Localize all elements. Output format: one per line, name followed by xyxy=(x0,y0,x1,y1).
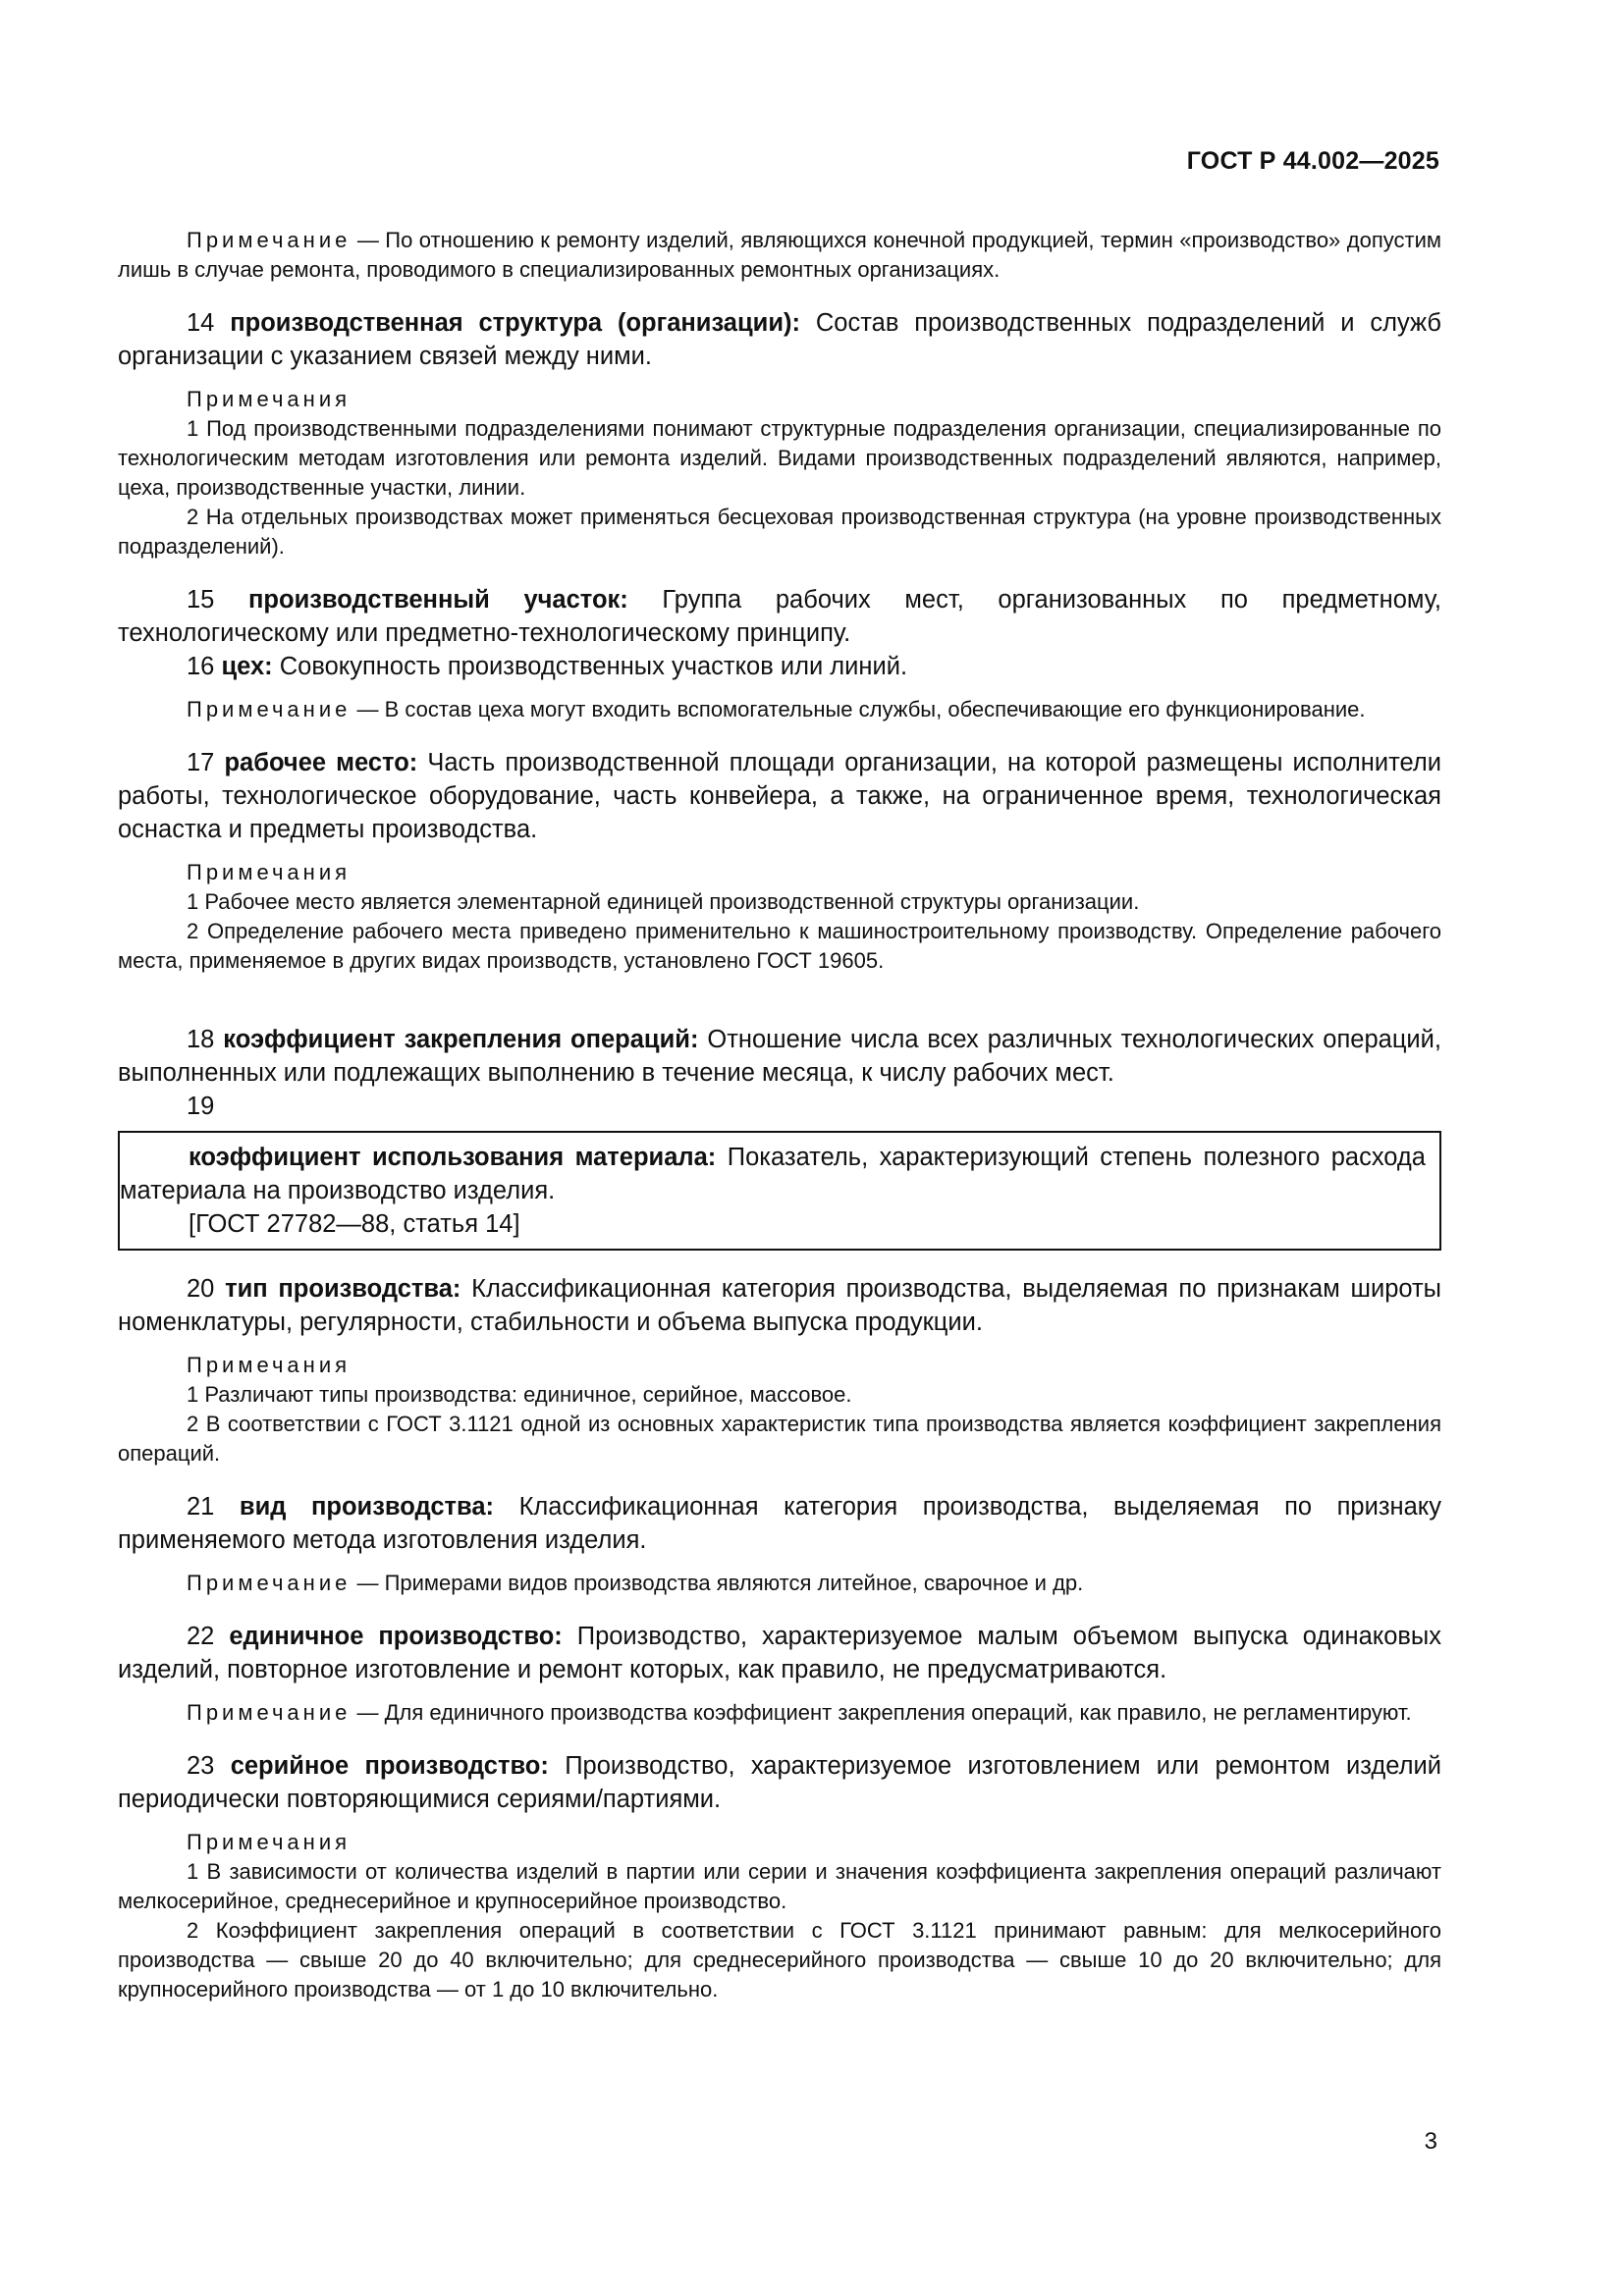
note-item: 1 В зависимости от количества изделий в партии или серии и значения коэффициента закрепления операций различают мелкосерийное, среднесерийное и крупносерийное производство. xyxy=(118,1859,1441,1913)
note-label: Примечание xyxy=(187,1700,352,1725)
term-number: 17 xyxy=(187,749,215,776)
notes-label: Примечания xyxy=(187,860,352,884)
term-definition: Состав производственных подразделений и служб организации с указанием связей между ними. xyxy=(118,309,1442,370)
notes-heading xyxy=(118,1828,1441,1857)
term-name: коэффициент использования материала: xyxy=(189,1144,717,1171)
term-number: 21 xyxy=(187,1493,215,1521)
note-text: — Примерами видов производства являются литейное, сварочное и др. xyxy=(356,1571,1084,1595)
term-15 xyxy=(118,583,1441,650)
note-item: 2 В соответствии с ГОСТ 3.1121 одной из основных характеристик типа производства является коэффициент закрепления операций. xyxy=(118,1412,1441,1466)
note-21 xyxy=(118,1569,1441,1598)
term-17 xyxy=(118,746,1441,846)
term-definition: Производство, характеризуемое изготовлением или ремонтом изделий периодически повторяющимися сериями/партиями. xyxy=(118,1752,1441,1813)
note-text: — В состав цеха могут входить вспомогательные службы, обеспечивающие его функционирование. xyxy=(356,697,1366,721)
notes-label: Примечания xyxy=(187,1830,352,1854)
note-text: — Для единичного производства коэффициент закрепления операций, как правило, не регламентируют. xyxy=(356,1700,1412,1725)
term-definition: Отношение числа всех различных технологических операций, выполненных или подлежащих выполнению в течение месяца, к числу рабочих мест. xyxy=(118,1026,1441,1087)
term-number: 16 xyxy=(187,653,215,680)
term-19-box xyxy=(118,1131,1441,1251)
term-name: цех: xyxy=(221,653,273,680)
term-number: 20 xyxy=(187,1275,215,1303)
note-22 xyxy=(118,1698,1441,1728)
term-name: тип производства: xyxy=(225,1275,461,1303)
term-name: рабочее место: xyxy=(224,749,418,776)
term-source: [ГОСТ 27782—88, статья 14] xyxy=(189,1210,520,1238)
term-19 xyxy=(120,1141,1426,1207)
note-item: 2 На отдельных производствах может применяться бесцеховая производственная структура (на уровне производственных подразделений). xyxy=(118,505,1441,559)
term-definition: Производство, характеризуемое малым объемом выпуска одинаковых изделий, повторное изготовление и ремонт которых, как правило, не предусматриваются. xyxy=(118,1623,1441,1683)
notes-label: Примечания xyxy=(187,1353,352,1377)
note-item: 1 Под производственными подразделениями понимают структурные подразделения организации, специализированные по технологическим методам изготовления или ремонта изделий. Видами производственных подразделений являются, например, цеха, производственные участки, линии. xyxy=(118,416,1441,500)
note-label: Примечание xyxy=(187,228,352,252)
term-number: 22 xyxy=(187,1623,215,1650)
page-content xyxy=(118,226,1441,2004)
notes-heading xyxy=(118,1351,1441,1380)
notes-label: Примечания xyxy=(187,387,352,411)
term-definition: Классификационная категория производства, выделяемая по признаку применяемого метода изготовления изделия. xyxy=(118,1493,1441,1554)
note-label: Примечание xyxy=(187,1571,352,1595)
term-14 xyxy=(118,306,1441,373)
term-name: производственная структура (организации): xyxy=(230,309,801,337)
term-19-number: 19 xyxy=(187,1093,215,1120)
note-16 xyxy=(118,695,1441,724)
note-item: 1 Различают типы производства: единичное, серийное, массовое. xyxy=(187,1382,852,1407)
term-20 xyxy=(118,1272,1441,1339)
term-name: производственный участок: xyxy=(248,586,628,614)
term-name: вид производства: xyxy=(239,1493,495,1521)
note-item: 1 Рабочее место является элементарной единицей производственной структуры организации. xyxy=(187,889,1140,914)
term-definition: Группа рабочих мест, организованных по предметному, технологическому или предметно-технологическому принципу. xyxy=(118,586,1441,647)
term-18 xyxy=(118,1023,1441,1090)
term-23 xyxy=(118,1749,1441,1816)
term-name: серийное производство: xyxy=(230,1752,549,1780)
term-definition: Совокупность производственных участков или линий. xyxy=(279,653,908,680)
term-number: 15 xyxy=(187,586,215,614)
note-item: 2 Коэффициент закрепления операций в соответствии с ГОСТ 3.1121 принимают равным: для мелкосерийного производства — свыше 20 до 40 включительно; для среднесерийного производства — свыше 10 до 20 включительно; для крупносерийного производства — от 1 до 10 включительно. xyxy=(118,1918,1441,2002)
term-number: 18 xyxy=(187,1026,215,1053)
intro-note xyxy=(118,226,1441,285)
term-21 xyxy=(118,1490,1441,1557)
term-definition: Часть производственной площади организации, на которой размещены исполнители работы, технологическое оборудование, часть конвейера, а также, на ограниченное время, технологическая оснастка и предметы производства. xyxy=(118,749,1441,843)
note-item: 2 Определение рабочего места приведено применительно к машиностроительному производству. Определение рабочего места, применяемое в других видах производств, установлено ГОСТ 19605. xyxy=(118,919,1441,973)
term-name: единичное производство: xyxy=(229,1623,563,1650)
term-definition: Показатель, характеризующий степень полезного расхода материала на производство изделия. xyxy=(120,1144,1426,1204)
term-number: 23 xyxy=(187,1752,215,1780)
term-definition: Классификационная категория производства, выделяемая по признакам широты номенклатуры, регулярности, стабильности и объема выпуска продукции. xyxy=(118,1275,1442,1336)
term-22 xyxy=(118,1620,1441,1686)
term-name: коэффициент закрепления операций: xyxy=(223,1026,699,1053)
notes-heading xyxy=(118,858,1441,887)
note-text: — По отношению к ремонту изделий, являющихся конечной продукцией, термин «производство» допустим лишь в случае ремонта, проводимого в специализированных ремонтных организациях. xyxy=(118,228,1441,282)
term-number: 14 xyxy=(187,309,215,337)
notes-heading xyxy=(118,385,1441,414)
document-code: ГОСТ Р 44.002—2025 xyxy=(1186,147,1439,175)
term-16 xyxy=(118,650,1441,683)
page-number: 3 xyxy=(1424,2128,1437,2155)
note-label: Примечание xyxy=(187,697,352,721)
